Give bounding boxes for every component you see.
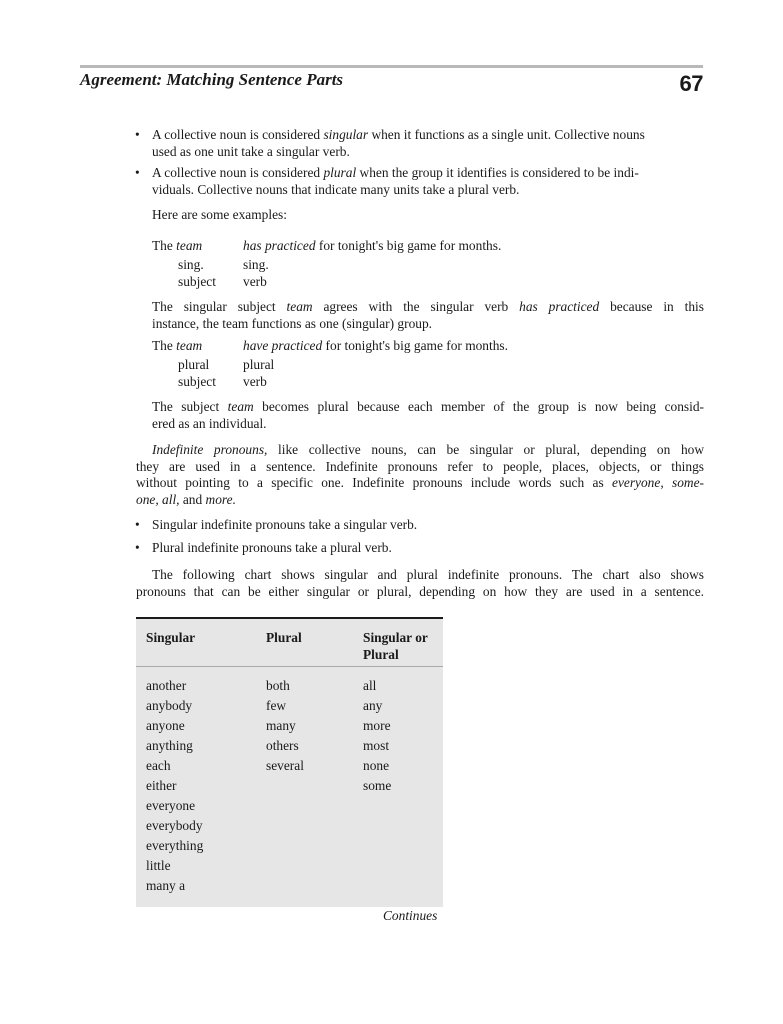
bullet-collective-plural <box>135 165 704 198</box>
list-item: everyone <box>146 798 196 813</box>
paragraph-line: Indefinite pronouns, like collective nouns, can be singular or plural, depending on how <box>152 442 705 457</box>
paragraph-line: The following chart shows singular and plural indefinite pronouns. The chart also shows <box>152 567 704 582</box>
example-2 <box>152 338 704 394</box>
list-item: several <box>266 758 304 773</box>
example-predicate: has practiced for tonight's big game for months. <box>243 238 502 253</box>
label-verb: verb <box>243 374 267 389</box>
label-subject-number: plural <box>178 357 210 372</box>
list-item: more <box>363 718 391 733</box>
explanation-line: instance, the team functions as one (singular) group. <box>152 315 433 331</box>
chart-intro-paragraph <box>136 567 704 600</box>
column-header-plural: Plural <box>266 630 302 645</box>
example-subject: The team <box>152 238 203 253</box>
example-predicate: have practiced for tonight's big game for months. <box>243 338 508 353</box>
page-number: 67 <box>679 71 703 96</box>
list-item: everything <box>146 838 204 853</box>
list-item: any <box>363 698 383 713</box>
indefinite-pronouns-paragraph <box>136 442 704 508</box>
bullet-plural-indefinite: • Plural indefinite pronouns take a plural verb. <box>135 540 392 555</box>
list-item: either <box>146 778 177 793</box>
label-verb-number: plural <box>243 357 275 372</box>
explanation-line: The subject team becomes plural because each member of the group is now being consid- <box>152 399 704 414</box>
bullet-dot: • <box>135 540 140 555</box>
bullet-collective-singular <box>135 127 704 160</box>
list-item: anything <box>146 738 193 753</box>
explanation-line: The singular subject team agrees with the singular verb has practiced because in this <box>152 299 704 314</box>
list-item: few <box>266 698 287 713</box>
paragraph-line: without pointing to a specific one. Indefinite pronouns include words such as everyone, some- <box>136 475 704 490</box>
header-rule <box>80 65 703 68</box>
column-either <box>363 676 391 796</box>
bullet-dot: • <box>135 517 140 532</box>
label-subject-number: sing. <box>178 257 204 272</box>
list-item: each <box>146 758 171 773</box>
column-header-singular: Singular <box>146 630 196 645</box>
list-item: many a <box>146 878 186 893</box>
paragraph-line: one, all, and more. <box>136 491 236 507</box>
list-item: both <box>266 678 290 693</box>
label-subject: subject <box>178 274 216 289</box>
column-singular <box>146 676 203 896</box>
bullet-line: A collective noun is considered singular when it functions as a single unit. Collective nouns <box>152 127 645 142</box>
explanation-2 <box>152 399 704 432</box>
list-item: everybody <box>146 818 203 833</box>
list-item: some <box>363 778 392 793</box>
column-plural <box>266 676 304 776</box>
list-item: another <box>146 678 187 693</box>
label-verb: verb <box>243 274 267 289</box>
header-divider <box>136 666 443 667</box>
bullet-dot: • <box>135 127 140 142</box>
continues-label: Continues <box>383 908 438 923</box>
bullet-line: A collective noun is considered plural when the group it identifies is considered to be indi- <box>152 165 639 180</box>
paragraph-line: they are used in a sentence. Indefinite pronouns refer to people, places, objects, or things <box>136 458 704 474</box>
list-item: others <box>266 738 299 753</box>
paragraph-line: pronouns that can be either singular or plural, depending on how they are used in a sentence. <box>136 583 704 599</box>
explanation-1 <box>152 299 704 332</box>
list-item: little <box>146 858 171 873</box>
label-subject: subject <box>178 374 216 389</box>
column-header-either: Singular or Plural <box>363 630 428 662</box>
list-item: none <box>363 758 390 773</box>
bullet-line: viduals. Collective nouns that indicate many units take a plural verb. <box>152 181 520 197</box>
list-item: many <box>266 718 296 733</box>
examples-intro: Here are some examples: <box>152 207 287 222</box>
label-verb-number: sing. <box>243 257 269 272</box>
bullet-line: used as one unit take a singular verb. <box>152 143 350 159</box>
list-item: anyone <box>146 718 185 733</box>
bullet-dot: • <box>135 165 140 180</box>
list-item: all <box>363 678 377 693</box>
bullet-singular-indefinite: • Singular indefinite pronouns take a singular verb. <box>135 517 418 532</box>
list-item: anybody <box>146 698 193 713</box>
example-subject: The team <box>152 338 203 353</box>
indefinite-pronouns-table <box>136 617 443 907</box>
example-1 <box>152 238 704 294</box>
list-item: most <box>363 738 390 753</box>
explanation-line: ered as an individual. <box>152 415 267 431</box>
chapter-title: Agreement: Matching Sentence Parts <box>80 70 344 89</box>
